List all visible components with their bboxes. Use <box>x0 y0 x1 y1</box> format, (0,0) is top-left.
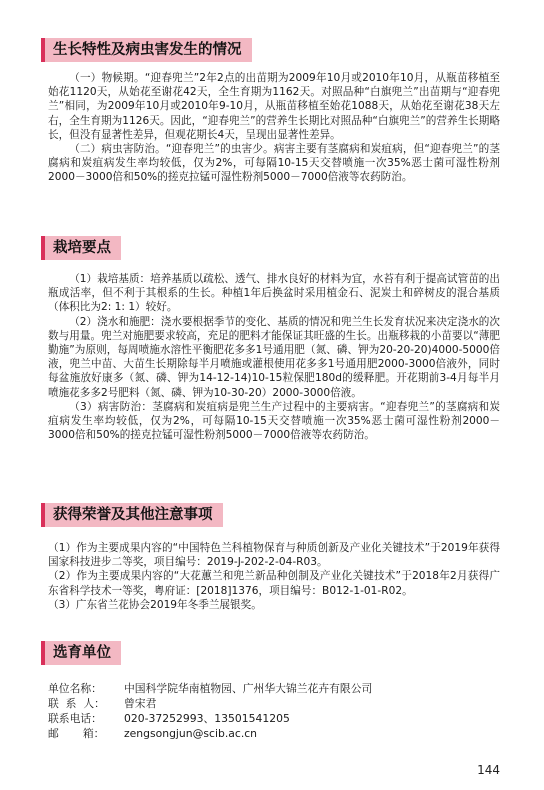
contact-label: 单位名称： <box>48 682 102 695</box>
section-body-cultivation <box>48 272 500 442</box>
paragraph: （一）物候期。“迎春兜兰”2年2点的出苗期为2009年10月或2010年10月，从瓶苗移植至始花1120天，从始花至谢花42天，全生育期为1162天。对照品种“白旗兜兰”出苗期与“迎春兜兰”相同，为2009年10月或2010年9-10月，从瓶苗移植至始花1088天，从始花至谢花38天左右，全生育期为1126天。因此，“迎春兜兰”的营养生长期比对照品种“白旗兜兰”的营养生长期略长，但没有显著性差异，但观花期长4天，呈现出显著性差异。 <box>48 72 500 141</box>
paragraph: （1）作为主要成果内容的“中国特色兰科植物保育与种质创新及产业化关键技术”于2019年获得国家科技进步二等奖，项目编号：2019-J-202-2-04-R03。 <box>48 542 500 569</box>
section-title: 生长特性及病虫害发生的情况 <box>45 38 252 62</box>
contact-value: 中国科学院华南植物园、广州华大锦兰花卉有限公司 <box>124 682 373 695</box>
contact-label: 联系电话： <box>48 712 102 725</box>
section-heading-breeder <box>41 641 121 665</box>
paragraph: （二）病虫害防治。“迎春兜兰”的虫害少。病害主要有茎腐病和炭疽病，但“迎春兜兰”的茎腐病和炭疽病发生率均较低，仅为2%，可每隔10-15天交替喷施一次35%恶士菌可湿性粉剂2000－3000倍和50%的搓克拉锰可湿性粉剂5000－7000倍液等农药防治。 <box>48 143 500 184</box>
section-body-growth <box>48 71 500 185</box>
contact-value: 020-37252993、13501541205 <box>124 712 290 725</box>
section-title: 获得荣誉及其他注意事项 <box>45 503 223 527</box>
paragraph: （2）作为主要成果内容的“大花蕙兰和兜兰新品种创制及产业化关键技术”于2018年2月获得广东省科学技术一等奖，粤府证：[2018]1376，项目编号：B012-1-01-R02。 <box>48 570 500 597</box>
contact-block <box>48 681 372 741</box>
section-heading-honors <box>41 503 223 527</box>
section-heading-cultivation <box>41 236 121 260</box>
contact-row-phone <box>48 711 372 726</box>
section-body-honors <box>48 541 500 612</box>
contact-label: 联 系 人： <box>48 697 105 710</box>
contact-row-email <box>48 726 372 741</box>
contact-value: 曾宋君 <box>124 697 157 710</box>
paragraph: （3）广东省兰花协会2019年冬季兰展银奖。 <box>48 598 262 611</box>
section-title: 栽培要点 <box>45 236 121 260</box>
section-heading-growth <box>41 38 252 62</box>
paragraph: （1）栽培基质：培养基质以疏松、透气、排水良好的材料为宜，水苔有利于提高试管苗的出瓶成活率，但不利于其根系的生长。种植1年后换盆时采用植金石、泥炭土和碎树皮的混合基质（体积比为2: 1: 1）较好。 <box>48 273 500 314</box>
section-title: 选育单位 <box>45 641 121 665</box>
paragraph: （2）浇水和施肥：浇水要根据季节的变化、基质的情况和兜兰生长发育状况来决定浇水的次数与用量。兜兰对施肥要求较高，充足的肥料才能保证其旺盛的生长。出瓶移栽的小苗要以“薄肥勤施”为原则，每周喷施水溶性平衡肥花多多1号通用肥（氮、磷、钾为20-20-20)4000-5000倍液，兜兰中苗、大苗生长期除每半月喷施或灌根使用花多多1号通用肥2000-3000倍液外，同时每盆施放好康多（氮、磷、钾为14-12-14)10-15粒保肥180d的缓释肥。开花期前3-4月每半月喷施花多多2号肥料（氮、磷、钾为10-30-20）2000-3000倍液。 <box>48 315 500 399</box>
page-number: 144 <box>477 763 500 777</box>
contact-value: zengsongjun@scib.ac.cn <box>124 727 258 740</box>
contact-row-person <box>48 696 372 711</box>
contact-row-unit <box>48 681 372 696</box>
paragraph: （3）病害防治：茎腐病和炭疽病是兜兰生产过程中的主要病害。“迎春兜兰”的茎腐病和炭疽病发生率均较低，仅为2%，可每隔10-15天交替喷施一次35%恶士菌可湿性粉剂2000－3000倍和50%的搓克拉锰可湿性粉剂5000－7000倍液等农药防治。 <box>48 400 500 442</box>
contact-label: 邮 箱： <box>48 727 105 740</box>
